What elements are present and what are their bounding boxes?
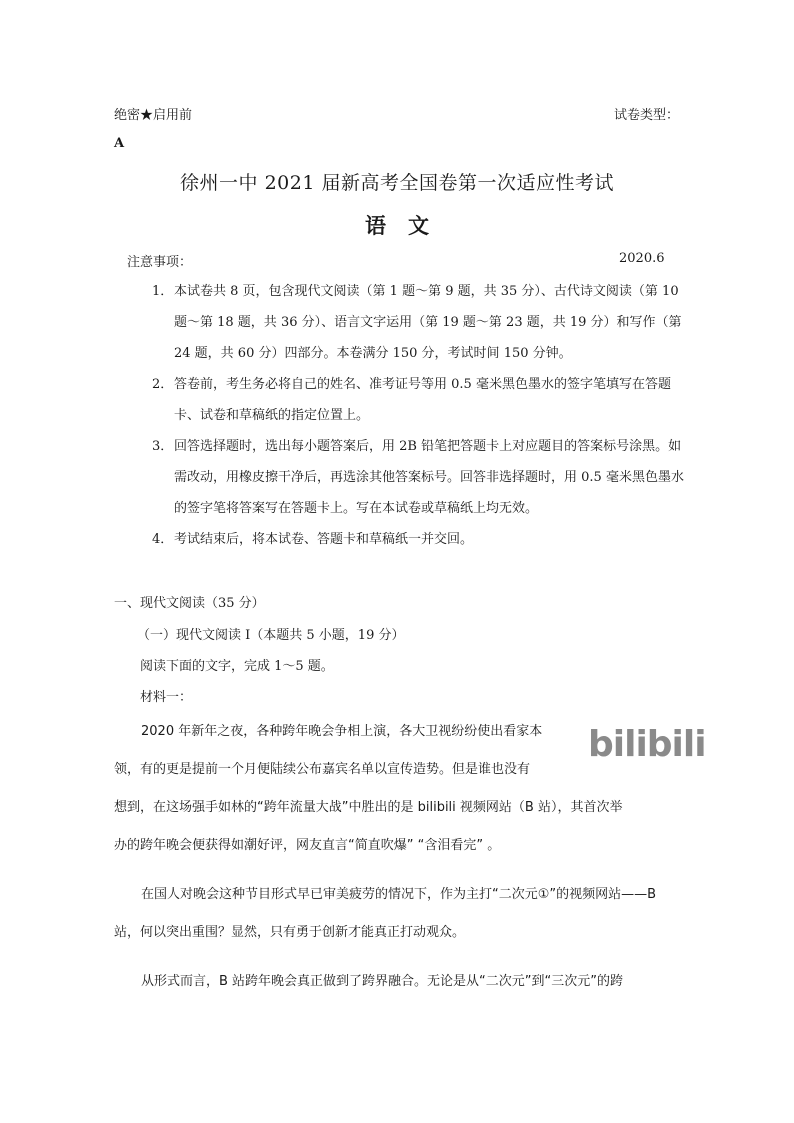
notice-item-number: 3． bbox=[152, 439, 174, 454]
reading-instruction: 阅读下面的文字，完成 1～5 题。 bbox=[140, 659, 334, 674]
notice-item-number: 2． bbox=[152, 377, 174, 392]
notice-item bbox=[152, 369, 692, 431]
reading-paragraph: 从形式而言，B 站跨年晚会真正做到了跨界融合。无论是从“二次元”到“三次元”的跨 bbox=[141, 974, 623, 989]
paper-type-value: A bbox=[114, 136, 125, 151]
notice-list bbox=[152, 276, 692, 555]
notice-item bbox=[152, 276, 692, 369]
notice-item-text: 本试卷共 8 页，包含现代文阅读（第 1 题～第 9 题，共 35 分）、古代诗文阅读（第 10 题～第 18 题，共 36 分）、语言文字运用（第 19 题～第 23 题，共 19 分）和写作（第 24 题，共 60 分）四部分。本卷满分 150 分，考试时间 150 分钟。 bbox=[174, 284, 682, 361]
notice-label: 注意事项： bbox=[127, 255, 193, 270]
paragraph-line: 办的跨年晚会便获得如潮好评，网友直言“简直吹爆” “含泪看完” 。 bbox=[114, 838, 501, 853]
bilibili-logo bbox=[586, 718, 706, 766]
reading-paragraph: 在国人对晚会这种节目形式早已审美疲劳的情况下，作为主打“二次元①”的视频网站——B 站，何以突出重围？显然，只有勇于创新才能真正打动观众。 bbox=[114, 887, 657, 940]
paragraph-line: 想到，在这场强手如林的“跨年流量大战”中胜出的是 bilibili 视频网站（B 站），其首次举 bbox=[114, 800, 623, 815]
exam-title: 徐州一中 2021 届新高考全国卷第一次适应性考试 bbox=[180, 172, 614, 194]
paper-type-label: 试卷类型： bbox=[614, 108, 680, 123]
notice-item-text: 回答选择题时，选出每小题答案后，用 2B 铅笔把答题卡上对应题目的答案标号涂黑。如需改动，用橡皮擦干净后，再选涂其他答案标号。回答非选择题时，用 0.5 毫米黑色墨水的签字笔将答案写在答题卡上。写在本试卷或草稿纸上均无效。 bbox=[174, 439, 684, 516]
notice-item bbox=[152, 431, 692, 524]
paragraph-line: 2020 年新年之夜，各种跨年晚会争相上演，各大卫视纷纷使出看家本 bbox=[141, 724, 543, 739]
material-label: 材料一： bbox=[140, 690, 193, 705]
notice-item-number: 1． bbox=[152, 284, 174, 299]
notice-item-number: 4． bbox=[152, 532, 174, 547]
paragraph-line: 领，有的更是提前一个月便陆续公布嘉宾名单以宣传造势。但是谁也没有 bbox=[114, 762, 531, 777]
exam-date: 2020.6 bbox=[619, 251, 665, 266]
notice-item-text: 考试结束后，将本试卷、答题卡和草稿纸一并交回。 bbox=[174, 532, 474, 547]
section-heading: 一、现代文阅读（35 分） bbox=[114, 596, 265, 611]
subsection-heading: （一）现代文阅读 I（本题共 5 小题，19 分） bbox=[137, 628, 405, 643]
subject-title: 语文 bbox=[365, 213, 451, 238]
bilibili-logo-text: bilibili bbox=[588, 724, 706, 765]
confidential-label: 绝密★启用前 bbox=[114, 108, 193, 123]
notice-item bbox=[152, 524, 692, 555]
notice-item-text: 答卷前，考生务必将自己的姓名、准考证号等用 0.5 毫米黑色墨水的签字笔填写在答题卡、试卷和草稿纸的指定位置上。 bbox=[174, 377, 671, 423]
